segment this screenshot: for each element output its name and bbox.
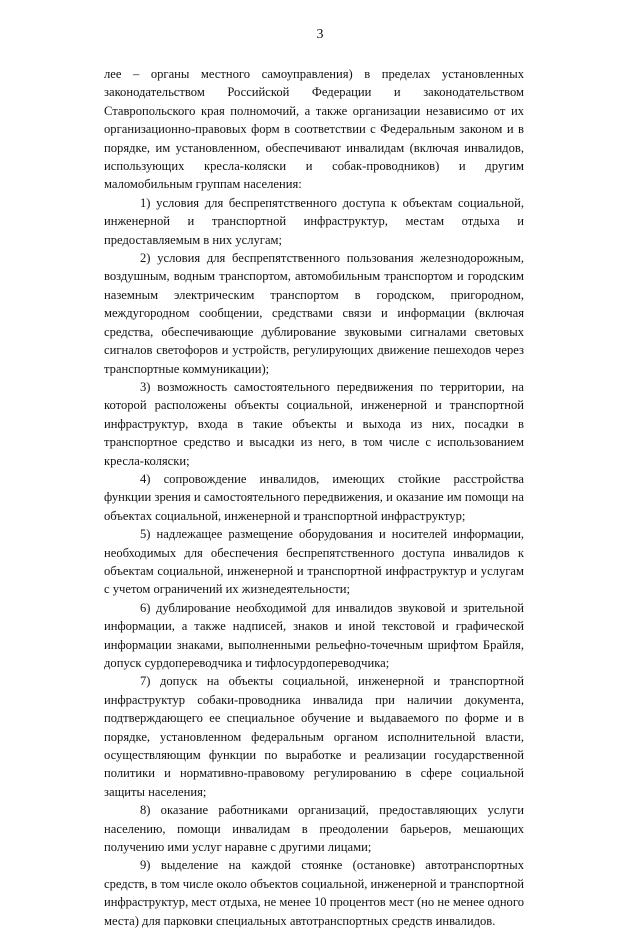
page-number: 3 bbox=[316, 27, 324, 42]
list-item-9: 9) выделение на каждой стоянке (остановке) автотранспортных средств, в том числе около объектов социальной, инженерной и транспортной инфраструктур, мест отдыха, не менее 10 процентов мест (но не менее одного места) для парковки специальных автотранспортных средств инвалидов. bbox=[104, 858, 524, 928]
document-body bbox=[104, 65, 524, 930]
list-item-7: 7) допуск на объекты социальной, инженерной и транспортной инфраструктур собаки-проводника инвалида при наличии документа, подтверждающего ее специальное обучение и выдаваемого по форме и в порядке, установленном федеральным органом исполнительной власти, осуществляющим функции по выработке и реализации государственной политики и нормативно-правовому регулированию в сфере социальной защиты населения; bbox=[104, 674, 524, 799]
list-item-8: 8) оказание работниками организаций, предоставляющих услуги населению, помощи инвалидам в преодолении барьеров, мешающих получению ими услуг наравне с другими лицами; bbox=[104, 803, 524, 855]
list-item-1: 1) условия для беспрепятственного доступа к объектам социальной, инженерной и транспортной инфраструктур, местам отдыха и предоставляемым в них услугам; bbox=[104, 195, 524, 247]
intro-paragraph: лее – органы местного самоуправления) в пределах установленных законодательством Российской Федерации и законодательством Ставропольского края полномочий, а также организации независимо от их организационно-правовых форм в соответствии с Федеральным законом и в порядке, им установленном, обеспечивают инвалидам (включая инвалидов, использующих кресла-коляски и собак-проводников) и другим маломобильным группам населения: bbox=[104, 67, 524, 192]
list-item-3: 3) возможность самостоятельного передвижения по территории, на которой расположены объекты социальной, инженерной и транспортной инфраструктур, входа в такие объекты и выхода из них, посадки в транспортное средство и высадки из него, в том числе с использованием кресла-коляски; bbox=[104, 379, 524, 468]
list-item-4: 4) сопровождение инвалидов, имеющих стойкие расстройства функции зрения и самостоятельного передвижения, и оказание им помощи на объектах социальной, инженерной и транспортной инфраструктур; bbox=[104, 471, 524, 523]
list-item-6: 6) дублирование необходимой для инвалидов звуковой и зрительной информации, а также надписей, знаков и иной текстовой и графической информации знаками, выполненными рельефно-точечным шрифтом Брайля, допуск сурдопереводчика и тифлосурдопереводчика; bbox=[104, 600, 524, 670]
list-item-2: 2) условия для беспрепятственного пользования железнодорожным, воздушным, водным транспортом, автомобильным транспортом и городским наземным электрическим транспортом в городском, пригородном, междугородном сообщении, средствами связи и информации (включая средства, обеспечивающие дублирование звуковыми сигналами световых сигналов светофоров и устройств, регулирующих движение пешеходов через транспортные коммуникации); bbox=[104, 251, 524, 376]
list-item-5: 5) надлежащее размещение оборудования и носителей информации, необходимых для обеспечения беспрепятственного доступа инвалидов к объектам социальной, инженерной и транспортной инфраструктур и услугам с учетом ограничений их жизнедеятельности; bbox=[104, 527, 524, 597]
